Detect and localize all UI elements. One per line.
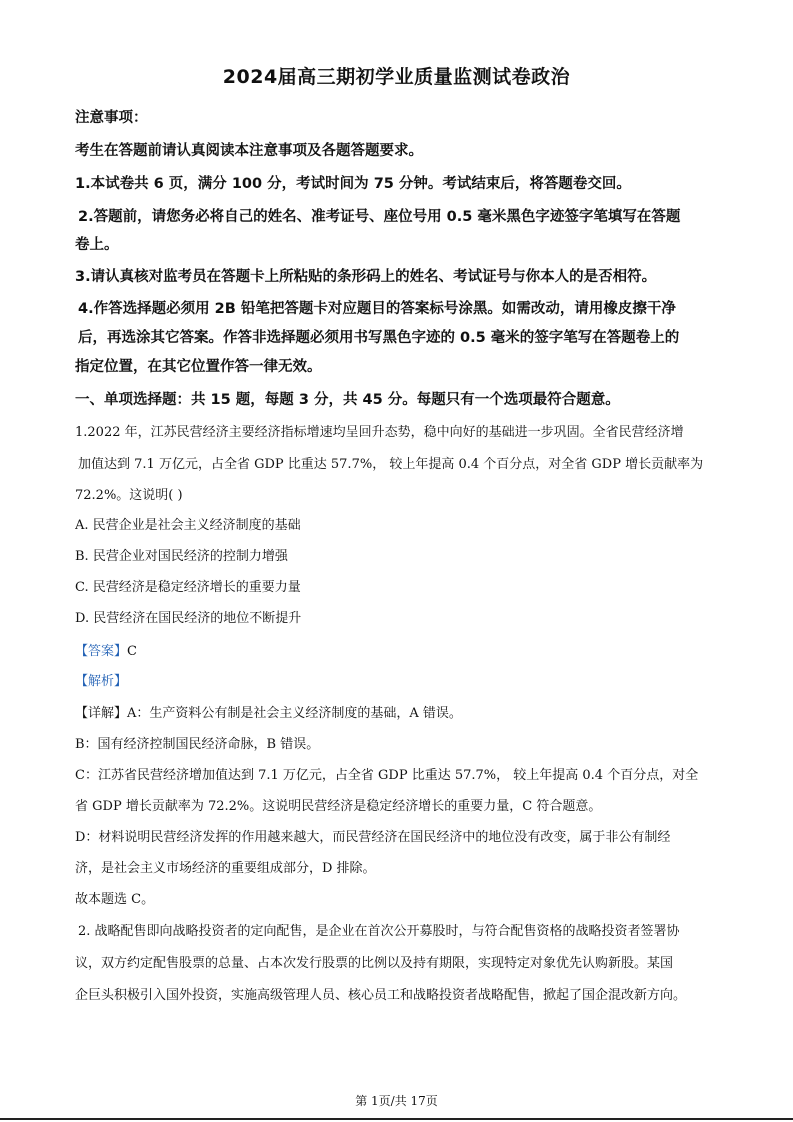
q2-stem-line-1: 2. 战略配售即向战略投资者的定向配售，是企业在首次公开募股时，与符合配售资格的战略投资者签署协 — [78, 924, 680, 939]
q1-detail-d-line-1: D：材料说明民营经济发挥的作用越来越大，而民营经济在国民经济中的地位没有改变，属于非公有制经 — [75, 830, 671, 845]
q1-conclusion: 故本题选 C。 — [75, 892, 155, 907]
bottom-divider — [0, 1118, 793, 1120]
q1-detail-a — [75, 702, 735, 721]
q1-detail-d-line-2: 济，是社会主义市场经济的重要组成部分，D 排除。 — [75, 861, 376, 876]
q1-option-d: D. 民营经济在国民经济的地位不断提升 — [75, 611, 302, 626]
q1-stem-line-2: 加值达到 7.1 万亿元，占全省 GDP 比重达 57.7%， 较上年提高 0.4 个百分点，对全省 GDP 增长贡献率为 — [78, 457, 704, 472]
q1-detail-c-line-1: C：江苏省民营经济增加值达到 7.1 万亿元，占全省 GDP 比重达 57.7%， 较上年提高 0.4 个百分点，对全 — [75, 768, 699, 783]
notice-item-3: 3.请认真核对监考员在答题卡上所粘贴的条形码上的姓名、考试证号与你本人的是否相符。 — [75, 269, 657, 285]
page-footer: 第 1页/共 17页 — [355, 1094, 438, 1108]
q2-stem-line-3: 企巨头积极引入国外投资，实施高级管理人员、核心员工和战略投资者战略配售，掀起了国企混改新方向。 — [75, 988, 687, 1003]
q2-stem-line-2: 议，双方约定配售股票的总量、占本次发行股票的比例以及持有期限，实现特定对象优先认购新股。某国 — [75, 956, 674, 971]
detail-tag: 【详解】 — [75, 706, 128, 721]
q1-option-b: B. 民营企业对国民经济的控制力增强 — [75, 549, 288, 564]
q1-stem-line-3: 72.2%。这说明( ) — [75, 488, 183, 503]
q1-option-a: A. 民营企业是社会主义经济制度的基础 — [75, 518, 301, 533]
notice-item-4-line-3: 指定位置，在其它位置作答一律无效。 — [75, 359, 322, 375]
q1-option-c: C. 民营经济是稳定经济增长的重要力量 — [75, 580, 301, 595]
q1-stem-line-1: 1.2022 年，江苏民营经济主要经济指标增速均呈回升态势，稳中向好的基础进一步巩固。全省民营经济增 — [75, 425, 684, 440]
notice-intro: 考生在答题前请认真阅读本注意事项及各题答题要求。 — [75, 143, 423, 159]
notice-item-4-line-1: 4.作答选择题必须用 2B 铅笔把答题卡对应题目的答案标号涂黑。如需改动，请用橡皮擦干净 — [78, 301, 676, 317]
page-title: 2024届高三期初学业质量监测试卷政治 — [222, 66, 571, 88]
answer-value: C — [127, 644, 137, 659]
notice-item-2-line-1: 2.答题前，请您务必将自己的姓名、准考证号、座位号用 0.5 毫米黑色字迹签字笔填写在答题 — [78, 209, 681, 225]
answer-tag: 【答案】 — [75, 644, 128, 659]
notice-item-2-line-2: 卷上。 — [75, 237, 119, 253]
q1-answer-line — [75, 640, 735, 659]
notice-item-4-line-2: 后，再选涂其它答案。作答非选择题必须用书写黑色字迹的 0.5 毫米的签字笔写在答题卷上的 — [78, 330, 680, 346]
q1-detail-b: B：国有经济控制国民经济命脉，B 错误。 — [75, 737, 320, 752]
q1-detail-c-line-2: 省 GDP 增长贡献率为 72.2%。这说明民营经济是稳定经济增长的重要力量，C 符合题意。 — [75, 799, 602, 814]
analysis-tag: 【解析】 — [75, 674, 128, 689]
detail-a-text: A：生产资料公有制是社会主义经济制度的基础，A 错误。 — [127, 706, 462, 721]
notice-item-1: 1.本试卷共 6 页，满分 100 分，考试时间为 75 分钟。考试结束后，将答题卷交回。 — [75, 176, 631, 192]
section-heading: 一、单项选择题：共 15 题，每题 3 分，共 45 分。每题只有一个选项最符合题意。 — [75, 392, 620, 408]
notice-heading: 注意事项： — [75, 110, 148, 126]
